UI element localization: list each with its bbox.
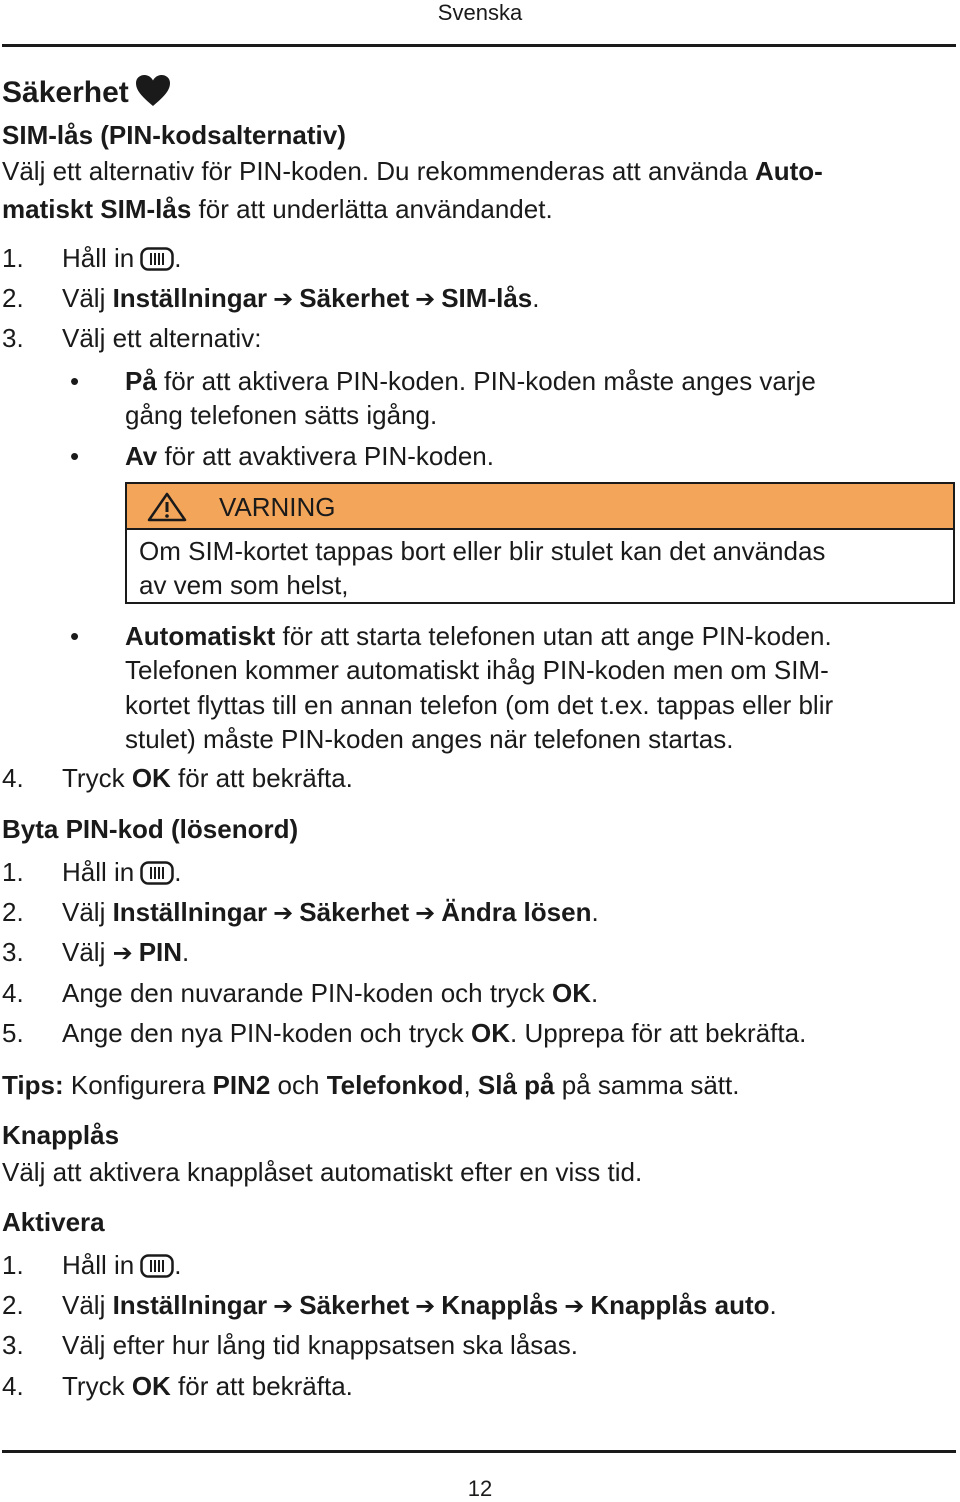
bullet: • [70,441,80,471]
subsection-title-sim-lock: SIM-lås (PIN-kodsalternativ) [2,120,346,150]
warning-triangle-icon [147,492,187,530]
step-1 [62,1248,181,1286]
step-end: . [532,283,540,313]
step-text: Håll in [62,857,135,887]
subsection-title-change-pin: Byta PIN-kod (lösenord) [2,814,299,844]
step-number: 1. [2,857,24,887]
step-4 [62,761,353,795]
ok-label: OK [551,978,591,1008]
step-1 [62,241,181,279]
menu-path-security: Säkerhet [299,283,410,313]
option-on-line-2: gång telefonen sätts igång. [125,400,438,430]
step-number: 3. [2,323,24,353]
menu-path-change-password: Ändra lösen [441,897,592,927]
step-end: . [590,978,599,1008]
intro-line-1 [2,154,823,188]
step-text: Ange den nuvarande PIN-koden och tryck [62,978,552,1008]
step-text: Välj [62,1290,113,1320]
intro-text: Välj ett alternativ för PIN-koden. Du rekommenderas att använda [2,156,755,186]
option-text: för att avaktivera PIN-koden. [157,441,494,471]
tips-label: Tips: [2,1070,64,1100]
subsection-title-keylock: Knapplås [2,1120,120,1150]
keylock-description: Välj att aktivera knapplåset automatiskt efter en viss tid. [2,1157,643,1187]
step-2 [62,1288,777,1324]
intro-bold: matiskt SIM-lås [2,194,192,224]
step-number: 4. [2,763,24,793]
step-number: 2. [2,283,24,313]
arrow-right-icon: ➔ [112,940,133,967]
intro-line-2 [2,192,553,226]
ok-label: OK [471,1018,511,1048]
option-auto-line-3: kortet flyttas till en annan telefon (om det t.ex. tappas eller blir [125,690,834,720]
step-number: 3. [2,937,24,967]
tips-text: på samma sätt. [554,1070,740,1100]
intro-bold: Auto- [754,156,823,186]
menu-key-icon [140,859,174,893]
option-text: för att starta telefonen utan att ange PIN-koden. [275,621,832,651]
ok-label: OK [131,763,171,793]
step-3: Välj efter hur lång tid knappsatsen ska låsas. [62,1330,578,1360]
step-3 [62,935,189,971]
menu-key-icon [140,245,174,279]
menu-path-keylock: Knapplås [441,1290,559,1320]
step-number: 4. [2,1371,24,1401]
tips-bold: Telefonkod [326,1070,464,1100]
step-end: . [174,243,182,273]
warning-text [139,534,825,602]
step-number: 2. [2,1290,24,1320]
option-auto-line-4: stulet) måste PIN-koden anges när telefonen startas. [125,724,734,754]
tips-text: och [270,1070,327,1100]
tips-text: Konfigurera [63,1070,213,1100]
step-text: Ange den nya PIN-koden och tryck [62,1018,472,1048]
tips-bold: Slå på [477,1070,555,1100]
header-rule [2,44,956,47]
step-text: Välj [62,937,113,967]
step-text: Håll in [62,243,135,273]
tips-bold: PIN2 [212,1070,271,1100]
warning-header [127,484,953,530]
option-on-line-1 [125,364,816,398]
intro-text: för att underlätta användandet. [191,194,553,224]
step-number: 5. [2,1018,24,1048]
menu-path-settings: Inställningar [112,897,268,927]
step-3: Välj ett alternativ: [62,323,262,353]
step-end: . [174,857,182,887]
option-auto-line-1 [125,619,832,653]
step-number: 3. [2,1330,24,1360]
step-5 [62,1016,806,1050]
option-text: för att aktivera PIN-koden. PIN-koden måste anges varje [156,366,816,396]
subsection-title-activate: Aktivera [2,1207,105,1237]
heart-icon [135,74,171,116]
step-text: . Upprepa för att bekräfta. [510,1018,807,1048]
step-4 [62,976,598,1010]
option-off [125,439,494,473]
footer-rule [2,1450,956,1453]
arrow-right-icon: ➔ [415,1293,436,1320]
arrow-right-icon: ➔ [564,1293,585,1320]
step-text: Tryck [62,763,132,793]
warning-line: Om SIM-kortet tappas bort eller blir stulet kan det användas [139,536,826,566]
bullet: • [70,366,80,396]
warning-box [125,482,955,604]
step-text: Håll in [62,1250,135,1280]
tips-line [2,1068,739,1102]
warning-title: VARNING [219,492,336,522]
step-text: Välj [62,897,113,927]
step-2 [62,895,599,931]
step-end: . [769,1290,777,1320]
menu-path-settings: Inställningar [112,1290,268,1320]
step-1 [62,855,181,893]
step-text: Tryck [62,1371,132,1401]
menu-path-pin: PIN [138,937,183,967]
warning-line: av vem som helst, [139,570,349,600]
option-bold: Av [125,441,158,471]
step-number: 1. [2,1250,24,1280]
menu-path-security: Säkerhet [299,1290,410,1320]
step-text: Välj [62,283,113,313]
step-number: 4. [2,978,24,1008]
menu-path-sim-lock: SIM-lås [441,283,533,313]
page-number: 12 [467,1476,493,1501]
step-number: 1. [2,243,24,273]
step-end: . [174,1250,182,1280]
ok-label: OK [131,1371,171,1401]
tips-text: , [463,1070,478,1100]
option-bold: På [125,366,157,396]
step-end: . [182,937,190,967]
step-end: . [591,897,599,927]
section-title-text: Säkerhet [2,76,129,109]
step-4 [62,1369,353,1403]
menu-path-settings: Inställningar [112,283,268,313]
menu-path-security: Säkerhet [299,897,410,927]
step-text: för att bekräfta. [170,763,353,793]
step-number: 2. [2,897,24,927]
arrow-right-icon: ➔ [273,900,294,927]
option-bold: Automatiskt [125,621,276,651]
bullet: • [70,621,80,651]
arrow-right-icon: ➔ [273,286,294,313]
step-2 [62,281,539,317]
arrow-right-icon: ➔ [415,900,436,927]
page-header-language: Svenska [437,0,523,25]
menu-key-icon [140,1252,174,1286]
option-auto-line-2: Telefonen kommer automatiskt ihåg PIN-koden men om SIM- [125,655,829,685]
arrow-right-icon: ➔ [415,286,436,313]
arrow-right-icon: ➔ [273,1293,294,1320]
menu-path-keylock-auto: Knapplås auto [590,1290,770,1320]
step-text: för att bekräfta. [170,1371,353,1401]
section-title-security [2,74,171,116]
